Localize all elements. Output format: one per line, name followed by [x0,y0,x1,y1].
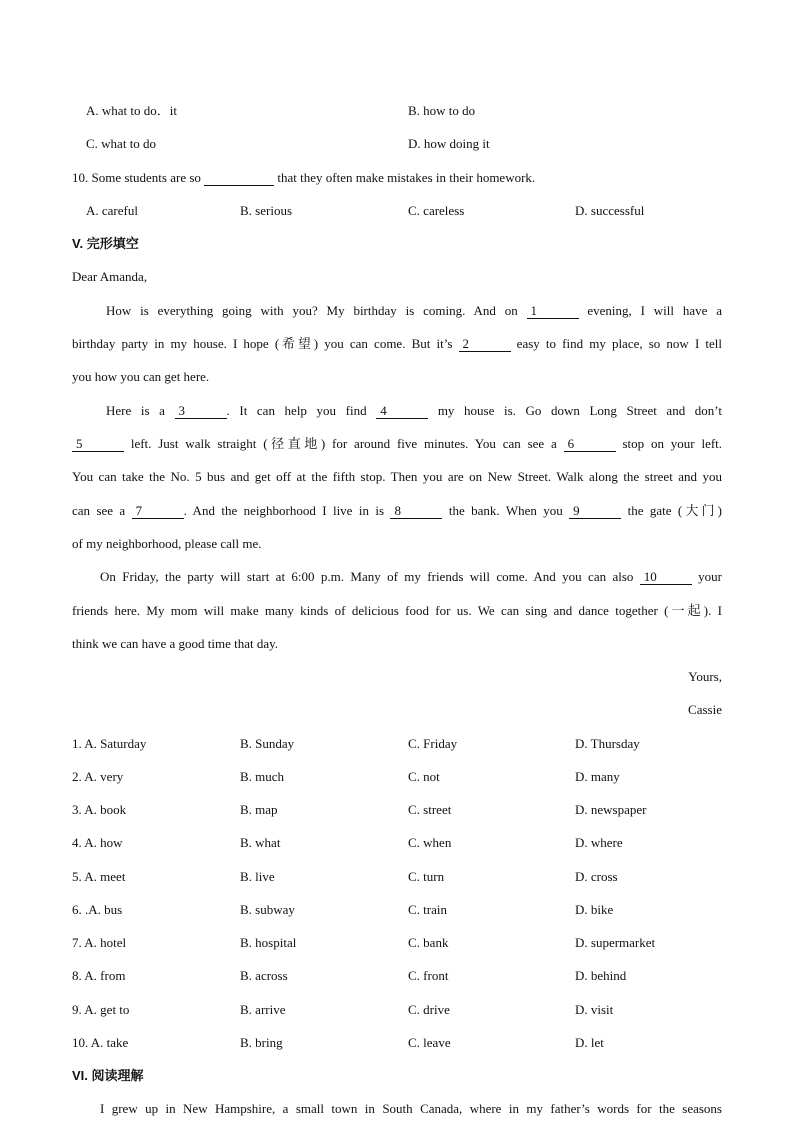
p1-line-3: you how you can get here. [72,369,210,384]
blank-2: 2 [459,337,511,352]
q10-blank [204,171,274,186]
p3-line-1 [72,568,722,586]
p2-line-2 [72,435,722,453]
section-6-heading: VI. 阅读理解 [72,1068,144,1083]
q9-option-c: C. what to do [86,136,157,151]
option-d: D. behind [575,968,627,983]
option-c: C. not [408,769,440,784]
option-a: 10. A. take [72,1035,129,1050]
q10-option-d: D. successful [575,203,645,218]
option-c: C. leave [408,1035,451,1050]
option-b: B. Sunday [240,736,295,751]
option-a: 9. A. get to [72,1002,130,1017]
option-a: 4. A. how [72,835,123,850]
q9-option-b: B. how to do [408,103,476,118]
option-c: C. front [408,968,449,983]
blank-6: 6 [564,437,616,452]
p1-line-1 [72,302,722,320]
p2-text: the bank. When you [448,503,563,518]
option-a: 8. A. from [72,968,126,983]
q10-option-a: A. careful [86,203,138,218]
blank-1: 1 [527,304,579,319]
p1-text: evening, I will have a [587,303,723,318]
p2-line-1 [72,402,722,420]
option-b: B. live [240,869,275,884]
p2-text: can see a [72,503,126,518]
q10-option-c: C. careless [408,203,465,218]
q10-text-before: 10. Some students are so [72,170,201,185]
section-5-heading: V. 完形填空 [72,236,139,251]
blank-3: 3 [175,404,227,419]
blank-5: 5 [72,437,124,452]
option-c: C. when [408,835,452,850]
blank-7: 7 [132,504,184,519]
p2-line-5: of my neighborhood, please call me. [72,536,262,551]
blank-8: 8 [390,504,442,519]
option-a: 2. A. very [72,769,124,784]
option-d: D. newspaper [575,802,647,817]
option-d: D. let [575,1035,604,1050]
letter-closing: Yours, [688,669,722,684]
p2-text: . And the neighborhood I live in is [183,503,385,518]
p3-line-2: friends here. My mom will make many kinds of delicious food for us. We can sing and dance together (一起). I [72,603,722,618]
option-b: B. bring [240,1035,283,1050]
p2-line-3: You can take the No. 5 bus and get off at the fifth stop. Then you are on New Street. Walk along the street and you [72,469,722,484]
option-b: B. across [240,968,288,983]
blank-9: 9 [569,504,621,519]
option-a: 3. A. book [72,802,127,817]
reading-line-1: I grew up in New Hampshire, a small town in South Canada, where in my father’s words for the seasons [100,1101,722,1116]
p1-text: easy to find my place, so now I tell [516,336,723,351]
option-d: D. where [575,835,623,850]
option-a: 5. A. meet [72,869,126,884]
option-d: D. cross [575,869,618,884]
p1-text: birthday party in my house. I hope (希望) you can come. But it’s [72,336,453,351]
option-b: B. hospital [240,935,297,950]
p2-text: left. Just walk straight (径直地) for around five minutes. You can see a [130,436,557,451]
q9-option-d: D. how doing it [408,136,490,151]
q10-text-after: that they often make mistakes in their homework. [277,170,536,185]
p1-text: How is everything going with you? My birthday is coming. And on [106,303,518,318]
p1-line-2 [72,335,722,353]
letter-signature: Cassie [688,702,722,717]
q9-option-a: A. what to do．it [86,103,177,118]
option-d: D. Thursday [575,736,640,751]
option-c: C. street [408,802,452,817]
option-d: D. supermarket [575,935,656,950]
option-a: 1. A. Saturday [72,736,147,751]
option-b: B. map [240,802,278,817]
option-c: C. train [408,902,447,917]
p2-text: my house is. Go down Long Street and don’t [437,403,723,418]
p2-text: Here is a [106,403,165,418]
blank-10: 10 [640,570,692,585]
q10-option-b: B. serious [240,203,292,218]
option-c: C. turn [408,869,445,884]
option-c: C. bank [408,935,449,950]
option-b: B. what [240,835,281,850]
p2-line-4 [72,502,722,520]
p3-text: On Friday, the party will start at 6:00 p.m. Many of my friends will come. And you can also [100,569,634,584]
q10-stem [72,169,722,187]
letter-greeting: Dear Amanda, [72,269,148,284]
p2-text: . It can help you find [226,403,367,418]
p2-text: stop on your left. [622,436,723,451]
option-d: D. visit [575,1002,614,1017]
option-c: C. Friday [408,736,458,751]
p3-line-3: think we can have a good time that day. [72,636,279,651]
option-b: B. subway [240,902,295,917]
option-b: B. much [240,769,285,784]
option-a: 6. .A. bus [72,902,123,917]
p3-text: your [698,569,723,584]
option-c: C. drive [408,1002,450,1017]
option-b: B. arrive [240,1002,286,1017]
option-d: D. many [575,769,620,784]
option-d: D. bike [575,902,614,917]
p2-text: the gate (大门) [627,503,723,518]
option-a: 7. A. hotel [72,935,127,950]
blank-4: 4 [376,404,428,419]
